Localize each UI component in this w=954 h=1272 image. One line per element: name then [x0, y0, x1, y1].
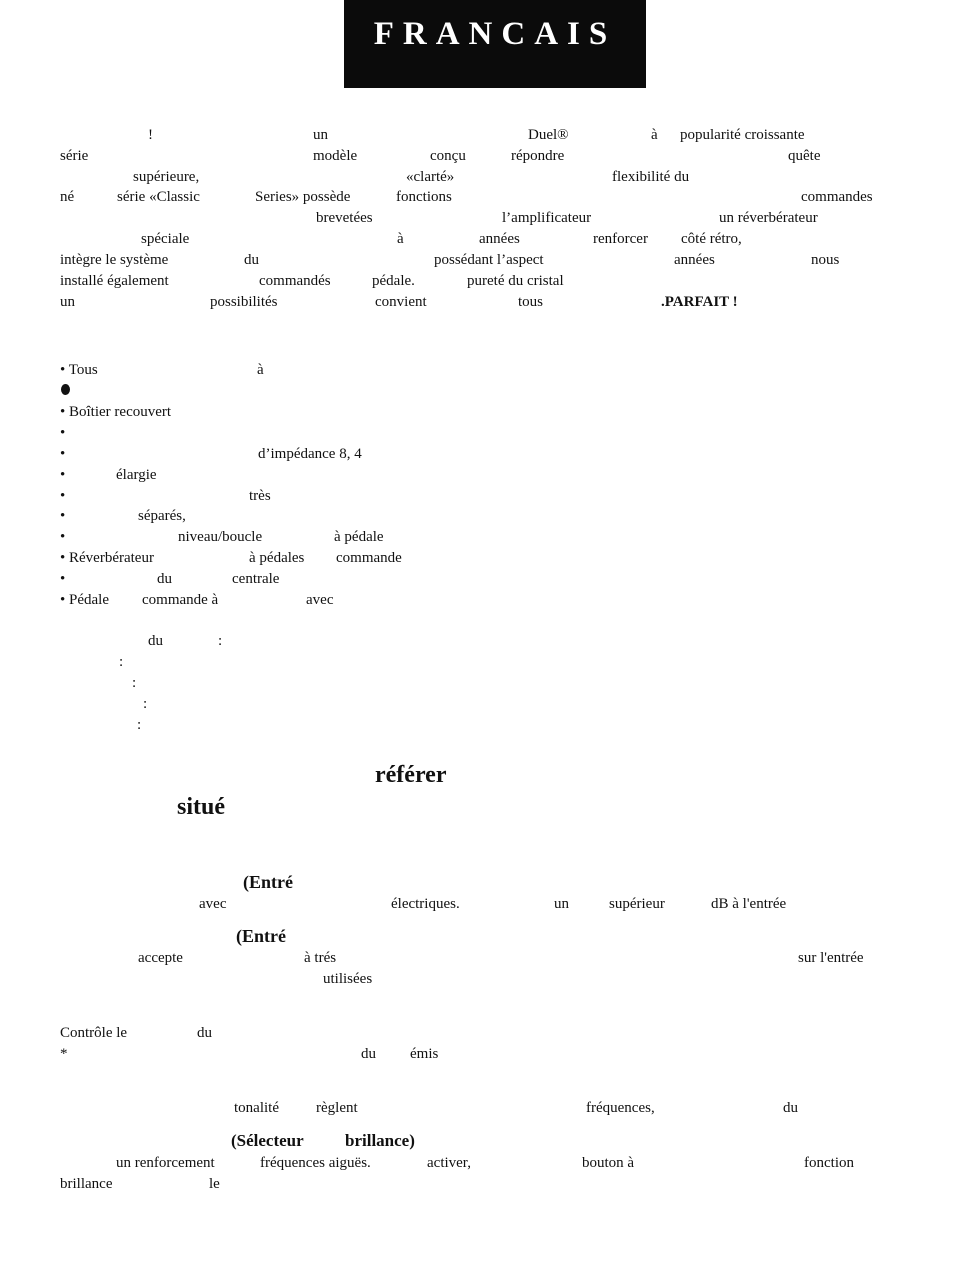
feature-word: d’impédance 8, 4	[258, 446, 362, 462]
feature-word: élargie	[116, 467, 157, 483]
feature-word: niveau/boucle	[178, 529, 263, 545]
intro-word: à	[397, 231, 404, 247]
input-heading-2: (Entré	[236, 926, 286, 946]
bright-heading-1: (Sélecteur	[231, 1131, 304, 1150]
bright-word: brillance	[60, 1176, 113, 1192]
spec-colon: :	[218, 633, 223, 649]
spec-colon: :	[132, 675, 137, 691]
intro-word: «clarté»	[406, 169, 455, 185]
feature-word: avec	[306, 592, 334, 608]
intro-word: né	[60, 189, 75, 205]
tone-word: fréquences,	[586, 1100, 655, 1116]
bright-word: fonction	[804, 1155, 854, 1171]
feature-item: • Pédale	[60, 592, 109, 608]
input-word: dB à l'entrée	[711, 896, 787, 912]
intro-word: Series» possède	[255, 189, 351, 205]
bright-word: activer,	[427, 1155, 471, 1171]
tone-word: tonalité	[234, 1100, 279, 1116]
feature-item: •	[60, 508, 66, 524]
feature-item: •	[60, 488, 66, 504]
banner-title: FRANCAIS	[373, 16, 617, 52]
intro-word: flexibilité du	[612, 169, 690, 185]
feature-item: •	[60, 571, 66, 587]
intro-word: convient	[375, 294, 427, 310]
intro-word: commandés	[259, 273, 331, 289]
intro-word: répondre	[511, 148, 565, 164]
intro-word: supérieure,	[133, 169, 200, 185]
input-word: sur l'entrée	[798, 950, 864, 966]
intro-word: intègre le système	[60, 252, 169, 268]
feature-word: à	[257, 362, 264, 378]
feature-item: • Boîtier recouvert	[60, 404, 172, 420]
input-word: supérieur	[609, 896, 665, 912]
intro-word: conçu	[430, 148, 466, 164]
feature-word: séparés,	[138, 508, 186, 524]
intro-word: tous	[518, 294, 544, 310]
intro-word: popularité croissante	[680, 127, 805, 143]
intro-word: fonctions	[396, 189, 452, 205]
intro-word: quête	[788, 148, 821, 164]
intro-word: un	[60, 294, 75, 310]
controls-word: du	[361, 1046, 376, 1062]
intro-word: !	[148, 127, 153, 143]
feature-word: du	[157, 571, 172, 587]
feature-item: •	[60, 529, 66, 545]
controls-word: Contrôle le	[60, 1025, 128, 1041]
intro-parfait: .PARFAIT !	[661, 294, 738, 310]
intro-word: pureté du cristal	[467, 273, 564, 289]
intro-word: années	[479, 231, 520, 247]
spec-word: du	[148, 633, 163, 649]
intro-word: possédant l’aspect	[434, 252, 544, 268]
controls-word: *	[60, 1046, 68, 1062]
intro-word: du	[244, 252, 259, 268]
input-word: avec	[199, 896, 227, 912]
input-word: à trés	[304, 950, 337, 966]
intro-word: modèle	[313, 148, 358, 164]
bright-word: bouton à	[582, 1155, 635, 1171]
spec-colon: :	[137, 717, 142, 733]
feature-word: à pédales	[249, 550, 305, 566]
heading-referer: référer	[375, 762, 447, 788]
intro-word: côté rétro,	[681, 231, 742, 247]
bright-word: fréquences aiguës.	[260, 1155, 371, 1171]
heading-situe: situé	[177, 794, 225, 820]
intro-word: l’amplificateur	[502, 210, 592, 226]
tone-word: règlent	[316, 1100, 358, 1116]
intro-word: possibilités	[210, 294, 278, 310]
intro-word: un réverbérateur	[719, 210, 818, 226]
intro-word: série «Classic	[117, 189, 200, 205]
feature-word: commande à	[142, 592, 219, 608]
input-word: un	[554, 896, 569, 912]
feature-word: centrale	[232, 571, 280, 587]
intro-word: années	[674, 252, 715, 268]
intro-word: un	[313, 127, 328, 143]
feature-word: très	[249, 488, 271, 504]
bright-heading-2: brillance)	[345, 1131, 415, 1150]
feature-item: • Réverbérateur	[60, 550, 154, 566]
intro-word: commandes	[801, 189, 873, 205]
intro-word: renforcer	[593, 231, 648, 247]
input-word: électriques.	[391, 896, 460, 912]
bullet-dot-icon	[61, 384, 70, 395]
intro-word: nous	[811, 252, 840, 268]
language-banner	[344, 0, 646, 88]
intro-word: spéciale	[141, 231, 190, 247]
input-word: utilisées	[323, 971, 373, 987]
intro-word: série	[60, 148, 89, 164]
controls-word: émis	[410, 1046, 439, 1062]
feature-item: •	[60, 467, 66, 483]
input-word: accepte	[138, 950, 183, 966]
intro-word: Duel®	[528, 127, 569, 143]
bright-word: le	[209, 1176, 220, 1192]
intro-word: installé également	[60, 273, 169, 289]
intro-word: à	[651, 127, 658, 143]
feature-word: à pédale	[334, 529, 384, 545]
bright-word: un renforcement	[116, 1155, 215, 1171]
spec-colon: :	[119, 654, 124, 670]
feature-item: •	[60, 446, 66, 462]
feature-item: • Tous	[60, 362, 98, 378]
spec-colon: :	[143, 696, 148, 712]
controls-word: du	[197, 1025, 212, 1041]
tone-word: du	[783, 1100, 798, 1116]
feature-word: commande	[336, 550, 402, 566]
intro-word: pédale.	[372, 273, 415, 289]
intro-word: brevetées	[316, 210, 373, 226]
feature-item: •	[60, 425, 66, 441]
input-heading-1: (Entré	[243, 872, 293, 892]
